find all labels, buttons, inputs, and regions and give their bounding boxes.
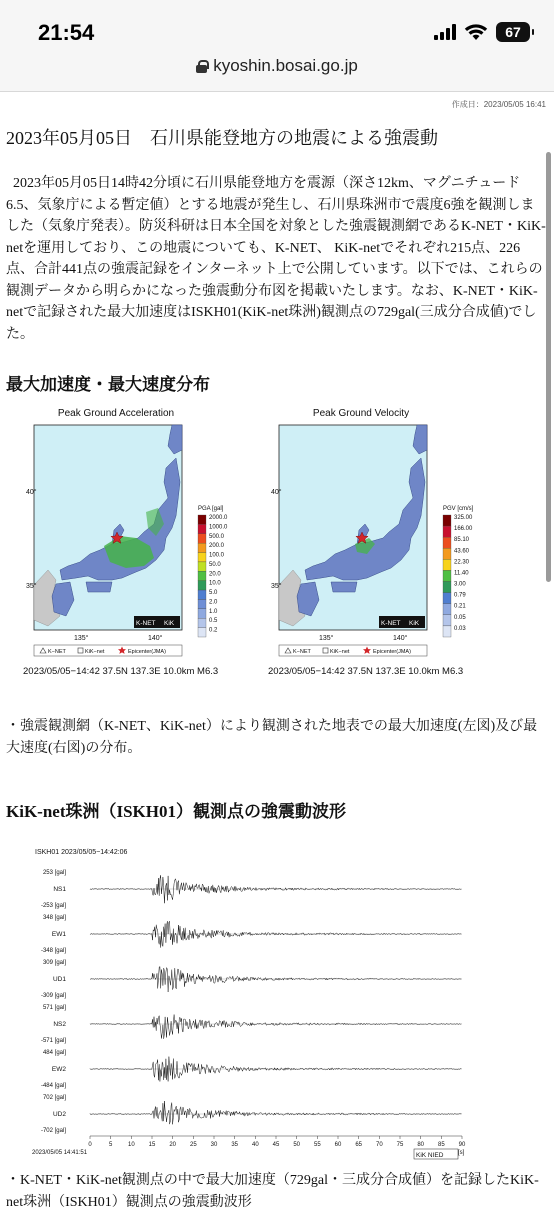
pga-scale-label: 20.0	[209, 571, 221, 578]
pgv-map-title: Peak Ground Velocity	[312, 408, 410, 419]
pgv-scale-label: 166.00	[454, 526, 473, 533]
lon-label-135: 135°	[74, 635, 89, 642]
scrollbar-thumb[interactable]	[546, 152, 551, 582]
pga-scale-label: 1.0	[209, 608, 218, 615]
channel-name: EW2	[51, 1066, 66, 1073]
section-heading-distribution: 最大加速度・最大速度分布	[6, 375, 210, 394]
channel-waveform	[90, 967, 461, 993]
knet-logo: K-NET	[136, 620, 156, 627]
lon-label-140: 140°	[148, 635, 163, 642]
x-tick-label: 70	[375, 1142, 383, 1148]
pgv-scale-label: 0.03	[454, 625, 466, 632]
waveform-start-time: 2023/05/05 14:41:51	[32, 1150, 88, 1156]
pga-scale-label: 0.5	[209, 618, 218, 625]
pgv-map-figure	[271, 408, 474, 688]
channel-bottom-label: -702 [gal]	[40, 1128, 66, 1134]
pga-scale-swatch	[198, 581, 206, 590]
pga-scale-label: 10.0	[209, 580, 221, 587]
channel-top-label: 348 [gal]	[42, 915, 66, 921]
lat-label-35: 35°	[271, 583, 282, 590]
pgv-scale-label: 3.00	[454, 581, 466, 588]
status-time: 21:54	[38, 20, 95, 45]
x-tick-label: 20	[169, 1142, 177, 1148]
channel-name: UD1	[52, 976, 66, 983]
shikoku-landmass	[86, 582, 112, 592]
pga-scale-label: 2.0	[209, 599, 218, 606]
x-tick-label: 65	[355, 1142, 363, 1148]
pga-scale-unit: PGA [gal]	[198, 506, 224, 512]
waveform-plot	[30, 845, 500, 1159]
pgv-scale-swatch	[443, 570, 451, 581]
x-tick-label: 15	[148, 1142, 156, 1148]
pgv-scale-label: 0.21	[454, 603, 466, 610]
pga-scale-label: 500.0	[209, 533, 225, 540]
intro-paragraph: 2023年05月05日14時42分頃に石川県能登地方を震源（深さ12km、マグニチュード6.5、気象庁による暫定値）とする地震が発生し、石川県珠洲市で震度6強を観測しました（気象庁発表）。防災科研は日本全国を対象とした強震観測網であるK-NET・KiK-netを運用しており、この地震についても、K-NET、 KiK-netでそれぞれ215点、226点、合計441点の強震記録をインターネット上で公開しています。以下では、これらの観測データから明らかになった強震動分布図を掲載いたします。なお、K-NET・KiK-netで記録された最大加速度はISKH01(KiK-net珠洲)観測点の729gal(三成分合成値)でした。	[6, 176, 546, 342]
x-tick-label: 60	[334, 1142, 342, 1148]
pga-scale-swatch	[198, 618, 206, 627]
x-tick-label: 80	[417, 1142, 425, 1148]
x-tick-label: 30	[210, 1142, 218, 1148]
section-heading-waveform: KiK-net珠洲（ISKH01）観測点の強震動波形	[6, 802, 347, 821]
channel-bottom-label: -484 [gal]	[40, 1083, 66, 1089]
channel-name: NS2	[53, 1021, 66, 1028]
pga-scale-swatch	[198, 543, 206, 552]
channel-name: UD2	[52, 1111, 66, 1118]
pga-scale-label: 1000.0	[209, 524, 228, 531]
pgv-scale-swatch	[443, 593, 451, 604]
channel-top-label: 702 [gal]	[42, 1095, 66, 1101]
pga-event-info: 2023/05/05−14:42 37.5N 137.3E 10.0km M6.3	[23, 666, 219, 677]
pga-scale-swatch	[198, 524, 206, 533]
pga-scale-label: 200.0	[209, 543, 225, 550]
channel-bottom-label: -309 [gal]	[40, 993, 66, 999]
pga-scale-label: 2000.0	[209, 515, 228, 521]
pgv-scale-swatch	[443, 615, 451, 626]
status-icons	[434, 22, 530, 42]
waveform-caption: ・K-NET・KiK-net観測点の中で最大加速度（729gal・三成分合成値）を記録したKiK-net珠洲（ISKH01）観測点の強震動波形	[6, 1173, 539, 1210]
pgv-event-info: 2023/05/05−14:42 37.5N 137.3E 10.0km M6.3	[268, 666, 464, 677]
pgv-scale-swatch	[443, 559, 451, 570]
x-tick-label: 75	[396, 1142, 404, 1148]
pga-scale-label: 50.0	[209, 561, 221, 568]
pga-map-figure	[26, 408, 226, 688]
channel-bottom-label: -348 [gal]	[40, 948, 66, 954]
pga-map	[26, 420, 226, 690]
waveform-figure	[30, 845, 500, 1159]
lon-label-140: 140°	[393, 635, 408, 642]
wifi-icon	[464, 23, 488, 41]
pgv-scale-swatch	[443, 604, 451, 615]
pga-scale-swatch	[198, 515, 206, 524]
legend-knet: K−NET	[48, 649, 66, 655]
lon-label-135: 135°	[319, 635, 334, 642]
x-tick-label: 35	[231, 1142, 239, 1148]
legend-knet: K−NET	[293, 649, 311, 655]
url-text: kyoshin.bosai.go.jp	[213, 56, 358, 75]
lat-label-40: 40°	[26, 489, 37, 496]
lat-label-35: 35°	[26, 583, 37, 590]
x-tick-label: 45	[272, 1142, 280, 1148]
pga-scale-swatch	[198, 553, 206, 562]
pga-scale-swatch	[198, 609, 206, 618]
pgv-scale-label: 43.60	[454, 548, 470, 555]
pgv-scale-unit: PGV [cm/s]	[443, 506, 474, 512]
nied-logo: KiK NIED	[416, 1152, 444, 1159]
battery-indicator: 67	[496, 22, 530, 42]
x-tick-label: 85	[437, 1142, 445, 1148]
pgv-scale-label: 0.79	[454, 592, 466, 599]
pgv-scale-swatch	[443, 626, 451, 637]
pgv-scale-label: 325.00	[454, 515, 473, 521]
channel-bottom-label: -253 [gal]	[40, 903, 66, 909]
address-bar[interactable]	[0, 56, 554, 76]
legend-epicenter: Epicenter(JMA)	[128, 649, 166, 655]
pgv-map	[271, 420, 474, 690]
pgv-scale-swatch	[443, 526, 451, 537]
x-tick-label: 10	[127, 1142, 135, 1148]
lock-icon	[196, 60, 207, 73]
pgv-scale-label: 0.05	[454, 614, 466, 621]
pgv-scale-swatch	[443, 582, 451, 593]
channel-waveform	[90, 875, 461, 903]
channel-waveform	[90, 1015, 461, 1039]
channel-bottom-label: -571 [gal]	[40, 1038, 66, 1044]
x-tick-label: 40	[251, 1142, 259, 1148]
pga-scale-swatch	[198, 599, 206, 608]
pga-scale-swatch	[198, 571, 206, 580]
pgv-scale-swatch	[443, 548, 451, 559]
channel-top-label: 571 [gal]	[42, 1005, 66, 1011]
legend-kiknet: KiK−net	[85, 649, 105, 655]
distribution-caption: ・強震観測網（K-NET、KiK-net）により観測された地表での最大加速度(左図)及び最大速度(右図)の分布。	[6, 719, 538, 756]
pga-scale-swatch	[198, 562, 206, 571]
legend-kiknet: KiK−net	[330, 649, 350, 655]
channel-top-label: 484 [gal]	[42, 1050, 66, 1056]
pga-scale-label: 5.0	[209, 590, 218, 597]
cellular-signal-icon	[434, 24, 456, 40]
x-tick-label: 0	[88, 1142, 92, 1148]
channel-top-label: 309 [gal]	[42, 960, 66, 966]
knet-logo: K-NET	[381, 620, 401, 627]
kik-logo: KiK	[164, 620, 175, 627]
pgv-scale-label: 22.30	[454, 559, 470, 566]
browser-top-bar	[0, 0, 554, 92]
channel-waveform	[90, 1101, 461, 1124]
pgv-scale-label: 11.40	[454, 570, 469, 577]
legend-epicenter: Epicenter(JMA)	[373, 649, 411, 655]
lat-label-40: 40°	[271, 489, 282, 496]
x-tick-label: 50	[293, 1142, 301, 1148]
x-tick-label: 25	[189, 1142, 197, 1148]
x-tick-label: 55	[313, 1142, 321, 1148]
x-unit-label: [s]	[458, 1150, 465, 1156]
pga-map-title: Peak Ground Acceleration	[57, 408, 175, 419]
channel-waveform	[90, 921, 461, 947]
created-date: 作成日：2023/05/05 16:41	[451, 100, 546, 109]
kik-logo: KiK	[409, 620, 420, 627]
pgv-scale-swatch	[443, 537, 451, 548]
channel-name: EW1	[51, 931, 66, 938]
pgv-scale-label: 85.10	[454, 537, 470, 544]
pga-scale-swatch	[198, 534, 206, 543]
pgv-scale-swatch	[443, 515, 451, 526]
pga-scale-label: 0.2	[209, 627, 218, 634]
x-tick-label: 90	[458, 1142, 466, 1148]
pga-scale-label: 100.0	[209, 552, 225, 559]
shikoku-landmass	[331, 582, 357, 592]
page-title: 2023年05月05日 石川県能登地方の地震による強震動	[6, 128, 438, 148]
pga-scale-swatch	[198, 628, 206, 637]
pga-scale-swatch	[198, 590, 206, 599]
x-tick-label: 5	[108, 1142, 113, 1148]
channel-name: NS1	[53, 886, 66, 893]
channel-top-label: 253 [gal]	[42, 870, 66, 876]
waveform-header: ISKH01 2023/05/05−14:42:06	[35, 849, 128, 856]
